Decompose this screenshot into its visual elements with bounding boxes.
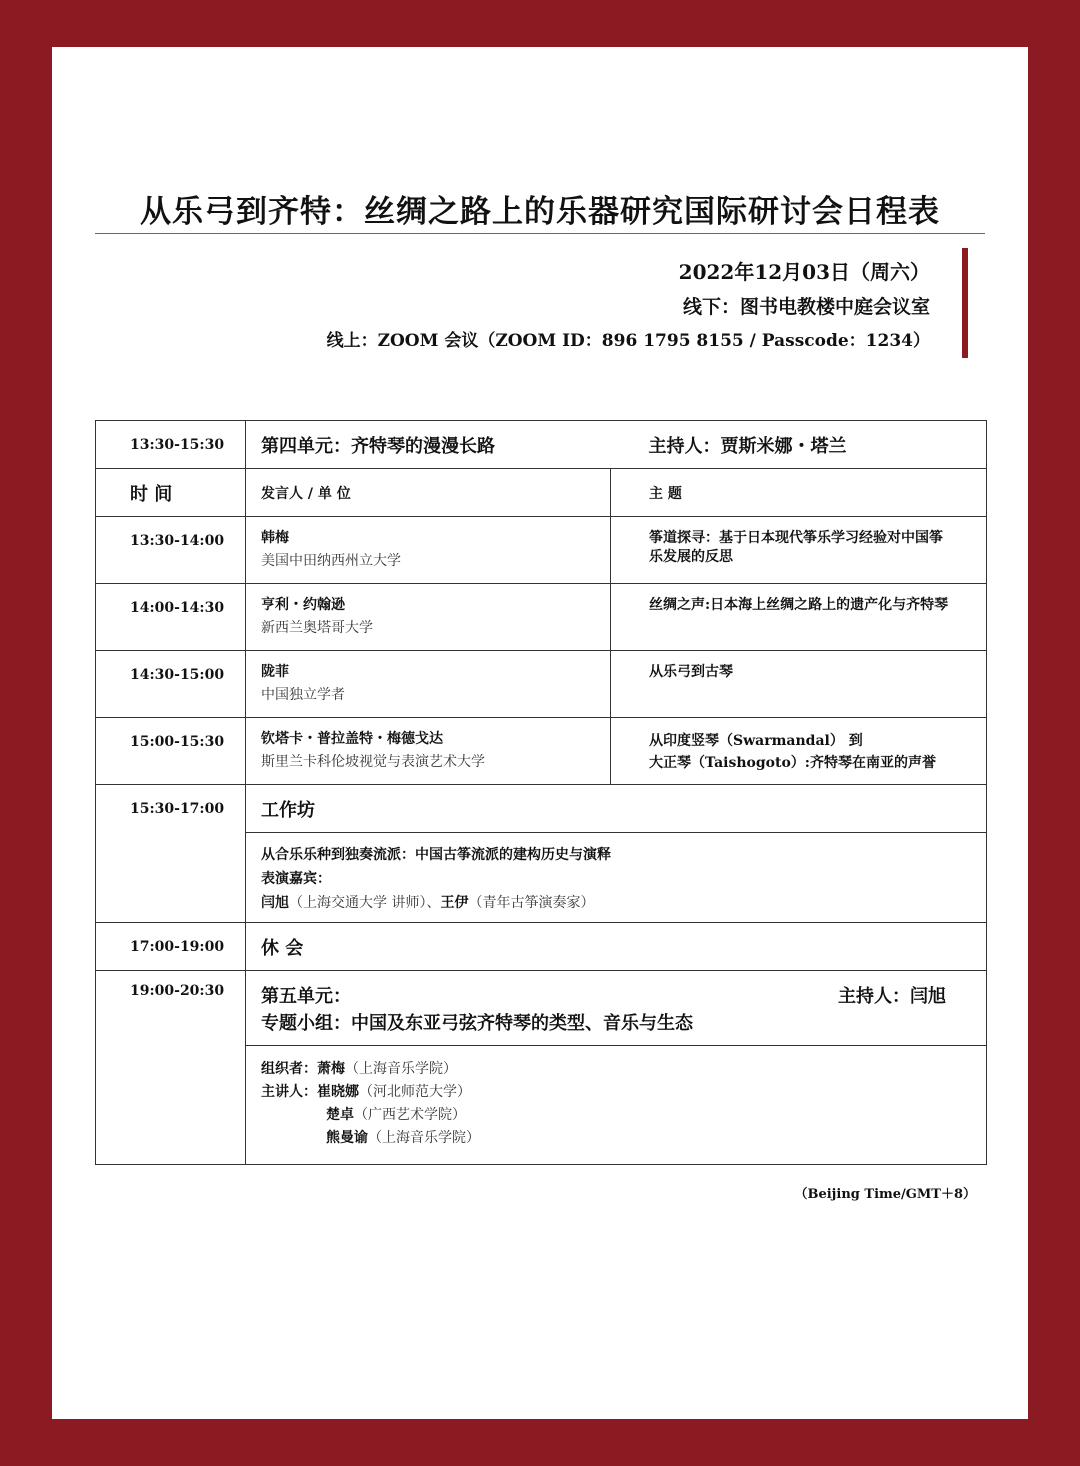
- talk-time: 14:00-14:30: [96, 584, 246, 651]
- workshop-guests: [261, 891, 986, 915]
- schedule-table: [95, 420, 987, 1165]
- talk-topic: 筝道探寻：基于日本现代筝乐学习经验对中国筝乐发展的反思: [611, 517, 987, 584]
- talk-row: [96, 517, 987, 584]
- talk-time: 14:30-15:00: [96, 651, 246, 718]
- speaker-name: 熊曼谕: [326, 1130, 368, 1146]
- talk-speaker: [246, 651, 611, 718]
- session4-host: 主持人：贾斯米娜・塔兰: [611, 421, 987, 469]
- workshop-row: [96, 785, 987, 833]
- speaker-name: 楚卓: [326, 1107, 354, 1123]
- session5-host: 主持人：闫旭: [838, 986, 946, 1007]
- talk-row: [96, 584, 987, 651]
- event-date: 2022年12月03日（周六）: [678, 260, 930, 284]
- talk-topic: 从乐弓到古琴: [611, 651, 987, 718]
- talk-row: [96, 718, 987, 785]
- speaker-name: 钦塔卡・普拉盖特・梅德戈达: [261, 731, 443, 747]
- session4-title: 第四单元：齐特琴的漫漫长路: [246, 421, 611, 469]
- talk-row: [96, 651, 987, 718]
- session5-detail: [246, 1046, 987, 1165]
- topic-line: 大正琴（Taishogoto）:齐特琴在南亚的声誉: [649, 755, 936, 771]
- session5-title: 第五单元：: [261, 986, 351, 1007]
- talk-topic: 丝绸之声:日本海上丝绸之路上的遗产化与齐特琴: [611, 584, 987, 651]
- speaker-name: 陇菲: [261, 664, 289, 680]
- accent-bar: [962, 248, 968, 358]
- session5-title-line: [261, 983, 946, 1010]
- speaker-affiliation: 斯里兰卡科伦坡视觉与表演艺术大学: [261, 754, 485, 770]
- session5-row: [96, 971, 987, 1046]
- talk-time: 15:00-15:30: [96, 718, 246, 785]
- column-header-row: [96, 469, 987, 517]
- organizer-label: 组织者：: [261, 1061, 317, 1077]
- organizer-line: [261, 1058, 986, 1081]
- offline-venue: 线下：图书电教楼中庭会议室: [682, 296, 930, 318]
- speaker-affiliation: 中国独立学者: [261, 687, 345, 703]
- break-time: 17:00-19:00: [96, 923, 246, 971]
- workshop-time: 15:30-17:00: [96, 785, 246, 923]
- workshop-title: 工作坊: [246, 785, 987, 833]
- speaker-name: 崔晓娜: [317, 1084, 359, 1100]
- online-venue: [327, 326, 930, 351]
- speakers-label: 主讲人：: [261, 1084, 317, 1100]
- guest-role: （上海交通大学 讲师）、: [289, 895, 441, 911]
- speaker-line: [261, 1081, 986, 1104]
- session4-time: 13:30-15:30: [96, 421, 246, 469]
- timezone-note: （Beijing Time/GMT＋8）: [794, 1187, 976, 1202]
- talk-speaker: [246, 718, 611, 785]
- workshop-guests-label: 表演嘉宾：: [261, 871, 331, 887]
- page-title: 从乐弓到齐特：丝绸之路上的乐器研究国际研讨会日程表: [140, 194, 940, 230]
- guest-name: 王伊: [440, 895, 469, 911]
- speaker-affiliation: （上海音乐学院）: [368, 1130, 480, 1146]
- online-value: ZOOM 会议（ZOOM ID：896 1795 8155 / Passcode：1234）: [377, 331, 930, 351]
- break-row: [96, 923, 987, 971]
- organizer-affiliation: （上海音乐学院）: [345, 1061, 457, 1077]
- guest-role: （青年古筝演奏家）: [468, 895, 595, 911]
- title-divider: [95, 233, 985, 234]
- workshop-detail: [246, 833, 987, 923]
- topic-line: 从印度竖琴（Swarmandal） 到: [649, 733, 863, 749]
- session5-time: 19:00-20:30: [96, 971, 246, 1165]
- speaker-affiliation: 新西兰奥塔哥大学: [261, 620, 373, 636]
- workshop-subtitle: 从合乐乐种到独奏流派：中国古筝流派的建构历史与演释: [261, 847, 611, 863]
- session5-panel: 专题小组：中国及东亚弓弦齐特琴的类型、音乐与生态: [261, 1013, 693, 1034]
- talk-speaker: [246, 517, 611, 584]
- break-label: 休 会: [246, 923, 987, 971]
- online-label: 线上：: [326, 331, 378, 351]
- speaker-affiliation: 美国中田纳西州立大学: [261, 553, 401, 569]
- header-time: 时 间: [96, 469, 246, 517]
- speaker-name: 韩梅: [261, 530, 289, 546]
- session4-row: [96, 421, 987, 469]
- organizer-name: 萧梅: [317, 1061, 345, 1077]
- header-speaker: 发言人 / 单 位: [246, 469, 611, 517]
- talk-topic: [611, 718, 987, 785]
- speaker-line: [261, 1104, 986, 1127]
- speaker-line: [261, 1127, 986, 1150]
- guest-name: 闫旭: [261, 895, 289, 911]
- header-topic: 主 题: [611, 469, 987, 517]
- talk-speaker: [246, 584, 611, 651]
- speaker-name: 亨利・约翰逊: [261, 597, 345, 613]
- session5-header: [246, 971, 987, 1046]
- speaker-affiliation: （河北师范大学）: [359, 1084, 471, 1100]
- speaker-affiliation: （广西艺术学院）: [354, 1107, 466, 1123]
- talk-time: 13:30-14:00: [96, 517, 246, 584]
